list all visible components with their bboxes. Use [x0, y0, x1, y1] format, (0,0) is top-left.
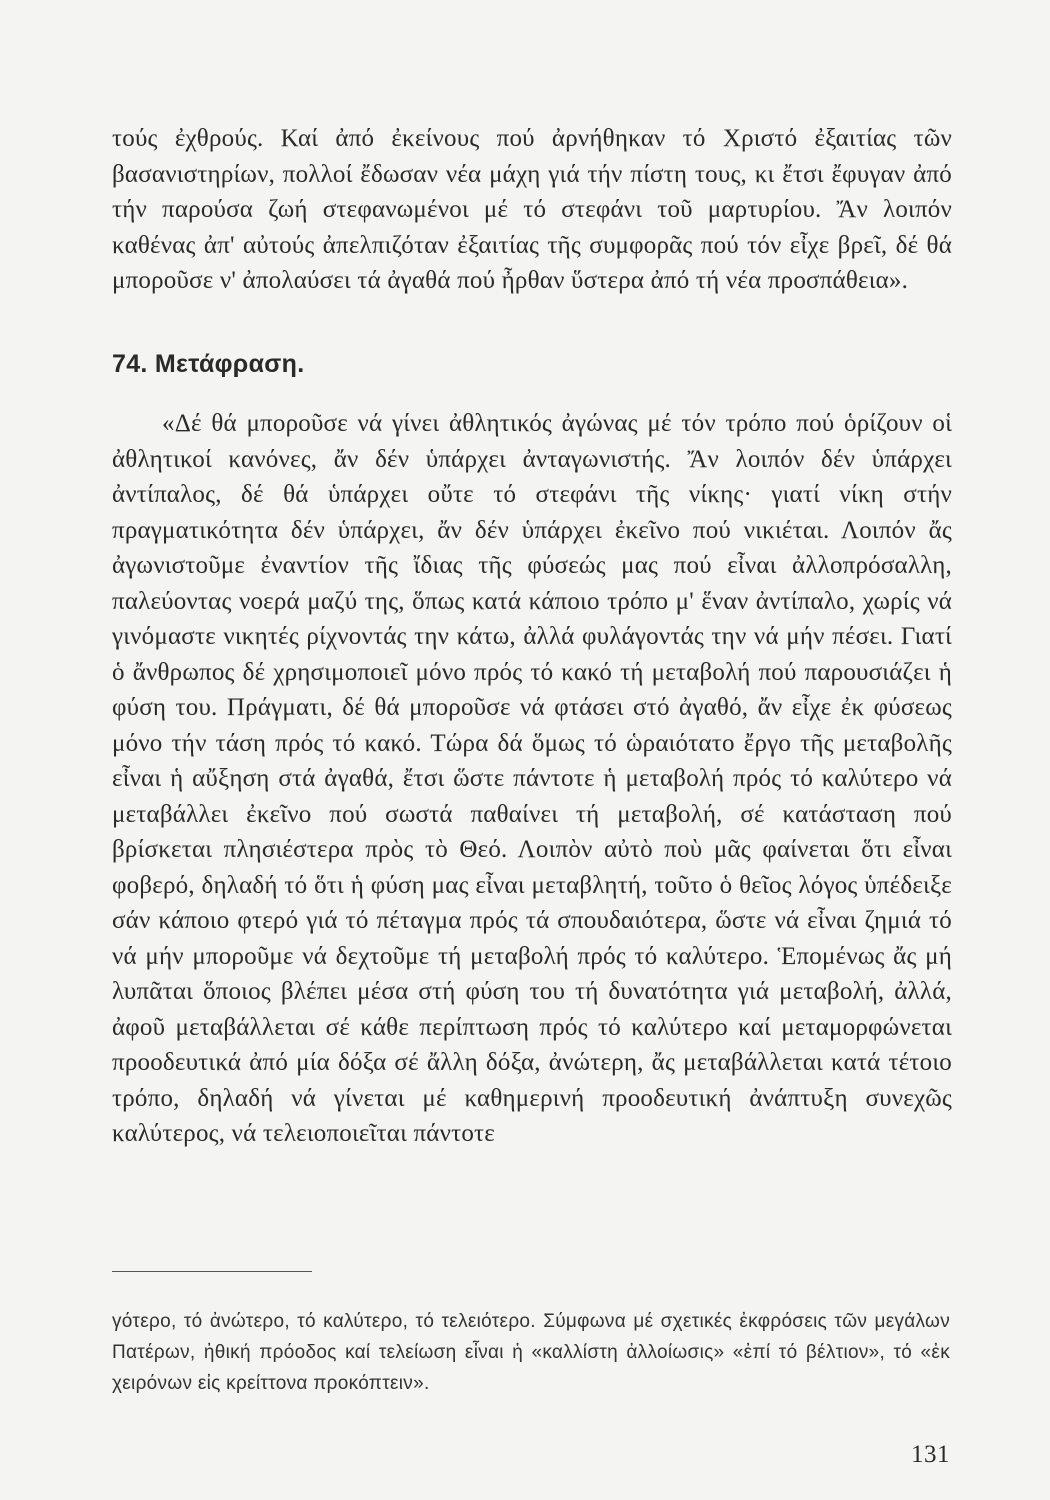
footnote-text: γότερο, τό ἀνώτερο, τό καλύτερο, τό τελειότερο. Σύμφωνα μέ σχετικές ἐκφρόσεις τῶν μεγάλων Πατέρων, ἠθική πρόοδος καί τελείωση εἶναι ἡ «καλλίστη ἀλλοίωσις» «ἐπί τό βέλτιον», τό «ἐκ χειρόνων εἰς κρείττονα προκόπτειν». — [112, 1311, 950, 1394]
section-heading: 74. Μετάφραση. — [112, 350, 305, 378]
page-number: 131 — [911, 1441, 950, 1468]
paragraph-continuation: τούς ἐχθρούς. Καί ἀπό ἐκείνους πού ἀρνήθηκαν τό Χριστό ἐξαιτίας τῶν βασανιστηρίων, πολλοί ἔδωσαν νέα μάχη γιά τήν πίστη τους, κι ἔτσι ἔφυγαν ἀπό τήν παρούσα ζωή στεφανωμένοι μέ τό στεφάνι τοῦ μαρτυρίου. Ἄν λοιπόν καθένας ἀπ' αὐτούς ἀπελπιζόταν ἐξαιτίας τῆς συμφορᾶς πού τόν εἶχε βρεῖ, δέ θά μποροῦσε ν' ἀπολαύσει τά ἀγαθά πού ἦρθαν ὕστερα ἀπό τή νέα προσπάθεια». — [112, 125, 952, 294]
footnote-divider — [112, 1271, 312, 1272]
paragraph-translation: «Δέ θά μποροῦσε νά γίνει ἀθλητικός ἀγώνας μέ τόν τρόπο πού ὁρίζουν οἱ ἀθλητικοί κανόνες, ἄν δέν ὑπάρχει ἀνταγωνιστής. Ἄν λοιπόν δέν ὑπάρχει ἀντίπαλος, δέ θά ὑπάρχει οὔτε τό στεφάνι τῆς νίκης· γιατί νίκη στήν πραγματικότητα δέν ὑπάρχει, ἄν δέν ὑπάρχει ἐκεῖνο πού νικιέται. Λοιπόν ἄς ἀγωνιστοῦμε ἐναντίον τῆς ἴδιας τῆς φύσεώς μας πού εἶναι ἀλλοπρόσαλλη, παλεύοντας νοερά μαζύ της, ὅπως κατά κάποιο τρόπο μ' ἕναν ἀντίπαλο, χωρίς νά γινόμαστε νικητές ρίχνοντάς την κάτω, ἀλλά φυλάγοντάς την νά μήν πέσει. Γιατί ὁ ἄνθρωπος δέ χρησιμοποιεῖ μόνο πρός τό κακό τή μεταβολή πού παρουσιάζει ἡ φύση του. Πράγματι, δέ θά μποροῦσε νά φτάσει στό ἀγαθό, ἄν εἶχε ἐκ φύσεως μόνο τήν τάση πρός τό κακό. Τώρα δά ὅμως τό ὡραιότατο ἔργο τῆς μεταβολῆς εἶναι ἡ αὔξηση στά ἀγαθά, ἔτσι ὥστε πάντοτε ἡ μεταβολή πρός τό καλύτερο νά μεταβάλλει ἐκεῖνο πού σωστά παθαίνει τή μεταβολή, σέ κατάσταση πού βρίσκεται πλησιέστερα πρὸς τὸ Θεό. Λοιπὸν αὐτὸ ποὺ μᾶς φαίνεται ὅτι εἶναι φοβερό, δηλαδή τό ὅτι ἡ φύση μας εἶναι μεταβλητή, τοῦτο ὁ θεῖος λόγος ὑπέδειξε σάν κάποιο φτερό γιά τό πέταγμα πρός τά σπουδαιότερα, ὥστε νά εἶναι ζημιά τό νά μήν μποροῦμε νά δεχτοῦμε τή μεταβολή πρός τό καλύτερο. Ἑπομένως ἄς μή λυπᾶται ὅποιος βλέπει μέσα στή φύση του τή δυνατότητα γιά μεταβολή, ἀλλά, ἀφοῦ μεταβάλλεται σέ κάθε περίπτωση πρός τό καλύτερο καί μεταμορφώνεται προοδευτικά ἀπό μία δόξα σέ ἄλλη δόξα, ἀνώτερη, ἄς μεταβάλλεται κατά τέτοιο τρόπο, δηλαδή νά γίνεται μέ καθημερινή προοδευτική ἀνάπτυξη συνεχῶς καλύτερος, νά τελειοποιεῖται πάντοτε — [112, 410, 952, 1147]
